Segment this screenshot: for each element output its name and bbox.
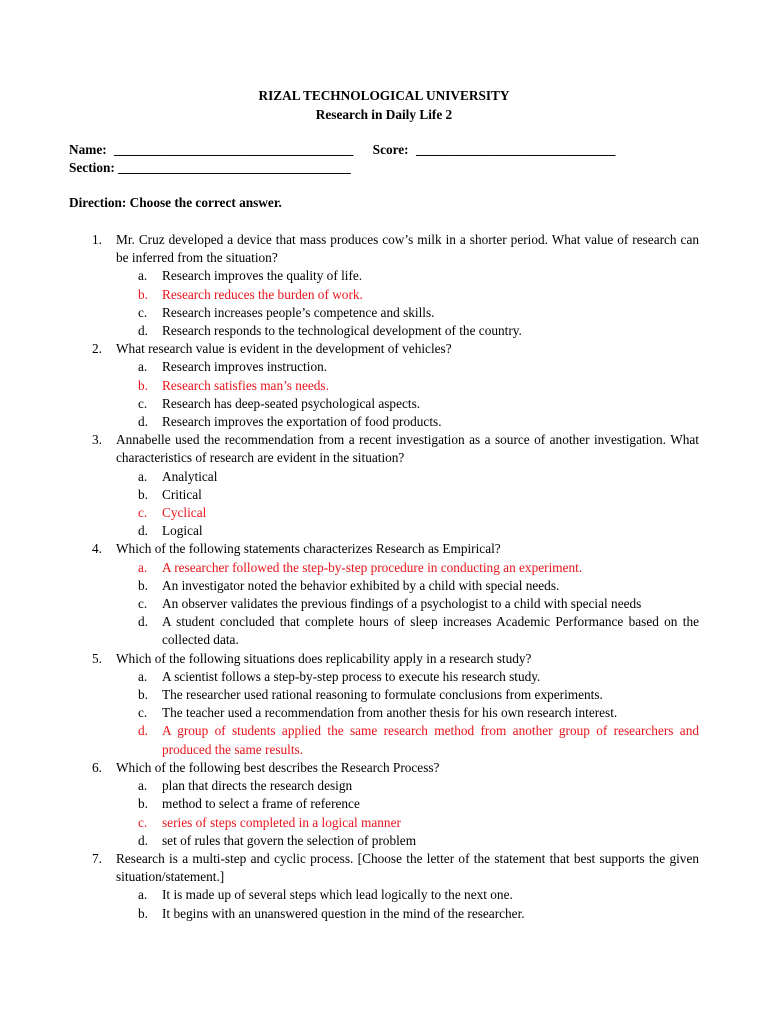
option-text: It is made up of several steps which lead logically to the next one. [162, 887, 513, 903]
name-score-row [69, 141, 709, 159]
option-text: An observer validates the previous findings of a psychologist to a child with special needs [162, 596, 642, 612]
question-number: 3. [92, 432, 102, 448]
option-text: method to select a frame of reference [162, 796, 360, 812]
subject-title: Research in Daily Life 2 [315, 106, 453, 122]
question-number: 2. [92, 341, 102, 357]
question-text: What research value is evident in the development of vehicles? [116, 341, 452, 357]
option-4d [138, 613, 699, 649]
score-label: Score: [372, 142, 409, 157]
option-letter: d. [138, 323, 148, 339]
university-title: RIZAL TECHNOLOGICAL UNIVERSITY [258, 88, 510, 103]
option-text: A group of students applied the same research method from another group of researchers and produced the same results. [162, 723, 699, 757]
option-text: Critical [162, 486, 202, 502]
option-text: Logical [162, 523, 203, 539]
option-1a [138, 267, 699, 285]
option-3d [138, 522, 699, 540]
question-number: 7. [92, 850, 102, 866]
option-6c-correct [138, 814, 699, 832]
option-5a [138, 668, 699, 686]
option-text: Research responds to the technological development of the country. [162, 323, 522, 339]
option-text: A researcher followed the step-by-step procedure in conducting an experiment. [162, 559, 583, 575]
option-text: Research has deep-seated psychological aspects. [162, 395, 421, 411]
option-letter: d. [138, 523, 148, 539]
option-letter: a. [138, 778, 148, 794]
option-letter: b. [138, 286, 148, 302]
question-2 [69, 340, 699, 358]
option-text: Research increases people’s competence and skills. [162, 304, 435, 320]
question-text: Research is a multi-step and cyclic process. [Choose the letter of the statement that best supports the given situation/statement.] [116, 850, 699, 885]
option-3c-correct [138, 504, 699, 522]
option-5b [138, 686, 699, 704]
direction-text: Direction: Choose the correct answer. [69, 195, 282, 210]
option-letter: d. [138, 614, 148, 630]
option-letter: a. [138, 359, 148, 375]
option-text: set of rules that govern the selection of problem [162, 832, 417, 848]
option-5d-correct [138, 722, 699, 758]
option-4a-correct [138, 559, 699, 577]
question-text: Which of the following statements characterizes Research as Empirical? [116, 541, 501, 557]
option-letter: c. [138, 705, 148, 721]
option-text: A scientist follows a step-by-step process to execute his research study. [162, 668, 541, 684]
option-text: The researcher used rational reasoning to formulate conclusions from experiments. [162, 687, 603, 703]
option-2a [138, 358, 699, 376]
option-letter: c. [138, 505, 148, 521]
option-4b [138, 577, 699, 595]
option-text: Research satisfies man’s needs. [162, 377, 329, 393]
name-label: Name: [69, 142, 107, 157]
option-letter: b. [138, 377, 148, 393]
option-letter: a. [138, 887, 148, 903]
option-letter: c. [138, 814, 148, 830]
question-number: 6. [92, 759, 102, 775]
question-text: Annabelle used the recommendation from a recent investigation as a source of another investigation. What characteristics of research are evident in the situation? [116, 432, 699, 466]
option-5c [138, 704, 699, 722]
option-letter: a. [138, 668, 148, 684]
option-3a [138, 468, 699, 486]
option-letter: a. [138, 268, 148, 284]
student-info-fields [69, 141, 709, 177]
option-1d [138, 322, 699, 340]
score-blank: ______________________________ [415, 142, 616, 157]
section-row [69, 159, 709, 177]
option-2d [138, 413, 699, 431]
question-number: 4. [92, 541, 102, 557]
option-2b-correct [138, 377, 699, 395]
option-letter: b. [138, 687, 148, 703]
question-number: 1. [92, 232, 102, 247]
option-text: It begins with an unanswered question in the mind of the researcher. [162, 905, 525, 921]
section-label: Section: [69, 160, 115, 175]
question-text: Which of the following situations does replicability apply in a research study? [116, 650, 532, 666]
option-letter: b. [138, 486, 148, 502]
option-letter: a. [138, 559, 148, 575]
option-letter: d. [138, 414, 148, 430]
question-7 [69, 850, 699, 886]
option-letter: d. [138, 723, 148, 739]
option-2c [138, 395, 699, 413]
option-letter: c. [138, 395, 148, 411]
option-letter: c. [138, 304, 148, 320]
option-7a [138, 886, 699, 904]
question-1 [69, 231, 699, 267]
question-list [69, 231, 699, 923]
question-6 [69, 759, 699, 777]
option-text: Research improves the exportation of food products. [162, 414, 442, 430]
option-6a [138, 777, 699, 795]
option-6d [138, 832, 699, 850]
option-text: Research reduces the burden of work. [162, 286, 363, 302]
question-5 [69, 650, 699, 668]
question-number: 5. [92, 650, 102, 666]
option-4c [138, 595, 699, 613]
option-text: series of steps completed in a logical manner [162, 814, 401, 830]
option-text: An investigator noted the behavior exhibited by a child with special needs. [162, 577, 560, 593]
option-3b [138, 486, 699, 504]
option-letter: b. [138, 905, 148, 921]
option-text: Cyclical [162, 505, 207, 521]
question-3 [69, 431, 699, 467]
option-1c [138, 304, 699, 322]
option-text: Research improves the quality of life. [162, 268, 363, 284]
question-text: Which of the following best describes the Research Process? [116, 759, 440, 775]
question-text: Mr. Cruz developed a device that mass produces cow’s milk in a shorter period. What value of research can be inferred from the situation? [116, 232, 699, 266]
option-text: Analytical [162, 468, 218, 484]
option-letter: c. [138, 596, 148, 612]
document-header [0, 87, 768, 124]
option-letter: b. [138, 796, 148, 812]
option-text: The teacher used a recommendation from another thesis for his own research interest. [162, 705, 618, 721]
option-text: Research improves instruction. [162, 359, 328, 375]
question-4 [69, 540, 699, 558]
option-text: plan that directs the research design [162, 778, 353, 794]
option-1b-correct [138, 286, 699, 304]
option-7b [138, 905, 699, 923]
option-text: A student concluded that complete hours of sleep increases Academic Performance based on the collected data. [162, 614, 699, 648]
option-6b [138, 795, 699, 813]
option-letter: a. [138, 468, 148, 484]
option-letter: b. [138, 577, 148, 593]
option-letter: d. [138, 832, 148, 848]
section-blank: ___________________________________ [118, 160, 351, 175]
name-blank: ____________________________________ [114, 142, 354, 157]
